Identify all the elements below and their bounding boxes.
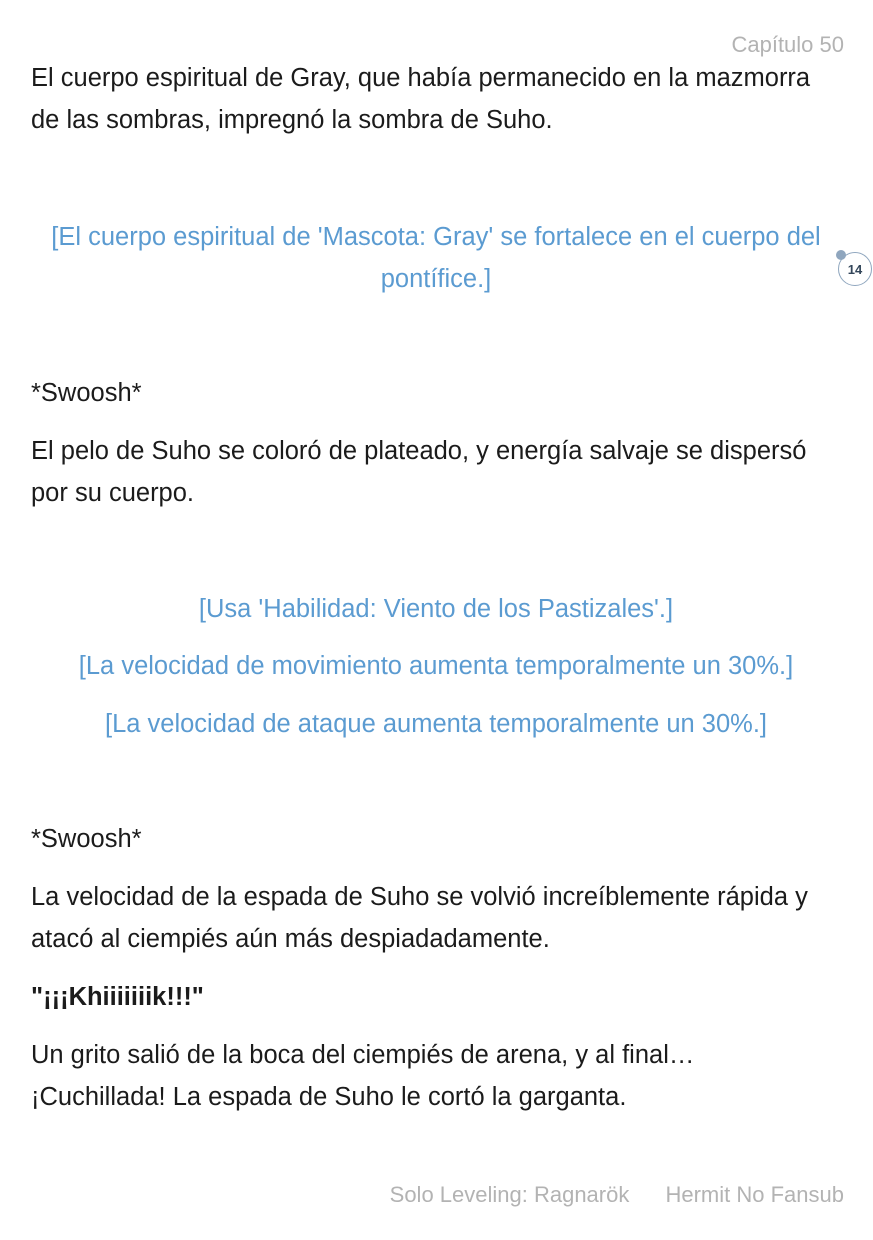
- paragraph: El pelo de Suho se coloró de plateado, y energía salvaje se dispersó por su cuerpo.: [31, 437, 807, 507]
- system-message: [La velocidad de ataque aumenta temporalmente un 30%.]: [104, 710, 768, 738]
- sound-effect: *Swoosh*: [31, 825, 142, 853]
- sound-effect: *Swoosh*: [31, 379, 142, 407]
- paragraph: La velocidad de la espada de Suho se volvió increíblemente rápida y atacó al ciempiés aún más despiadadamente.: [31, 883, 808, 953]
- system-message: [Usa 'Habilidad: Viento de los Pastizales'.]: [198, 595, 674, 623]
- paragraph: Un grito salió de la boca del ciempiés de arena, y al final… ¡Cuchillada! La espada de Suho le cortó la garganta.: [31, 1041, 695, 1111]
- paragraph: El cuerpo espiritual de Gray, que había permanecido en la mazmorra de las sombras, impregnó la sombra de Suho.: [31, 64, 811, 134]
- system-message: [El cuerpo espiritual de 'Mascota: Gray' se fortalece en el cuerpo del pontífice.]: [51, 223, 821, 293]
- page-dot-icon: [836, 250, 846, 260]
- footer-title: Solo Leveling: Ragnarök: [389, 1182, 630, 1207]
- shout-line: "¡¡¡Khiiiiiiik!!!": [31, 983, 204, 1011]
- footer-group: Hermit No Fansub: [665, 1182, 844, 1207]
- page-number: 14: [847, 261, 863, 277]
- footer: [390, 1182, 844, 1208]
- system-message: [La velocidad de movimiento aumenta temporalmente un 30%.]: [78, 652, 794, 680]
- page-indicator[interactable]: [838, 252, 872, 286]
- chapter-label: Capítulo 50: [731, 32, 844, 57]
